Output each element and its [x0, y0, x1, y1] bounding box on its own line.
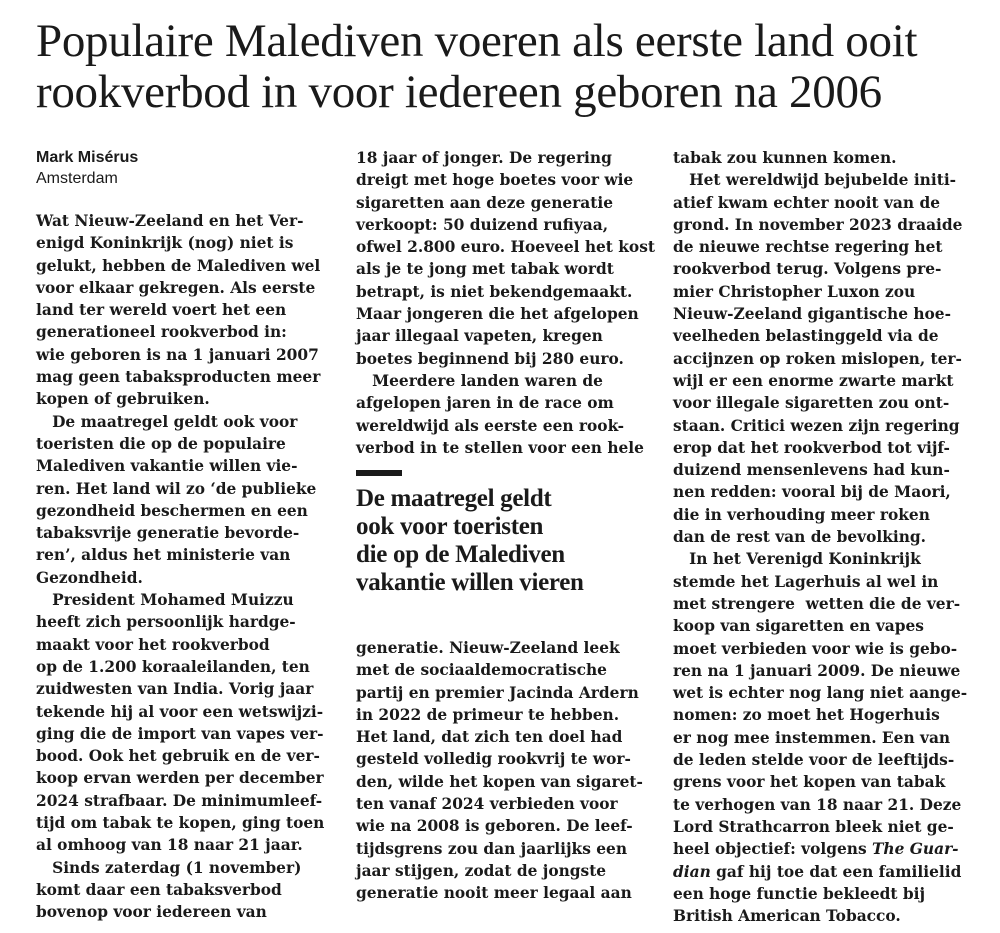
text-line: toeristen die op de populaire [36, 434, 286, 453]
text-line: gesteld volledig rookvrij te wor- [356, 750, 631, 769]
text-line: nen redden: vooral bij de Maori, [673, 483, 951, 502]
text-line: dan de rest van de bevolking. [673, 528, 927, 547]
text-line: veelheden belastinggeld via de [673, 327, 939, 346]
text-line: rookverbod terug. Volgens pre- [673, 260, 942, 279]
text-line: bood. Ook het gebruik en de ver- [36, 747, 320, 766]
text-line: jaar stijgen, zodat de jongste [356, 861, 607, 880]
text-line: Het land, dat zich ten doel had [356, 728, 623, 747]
text-line: ofwel 2.800 euro. Hoeveel het kost [356, 238, 655, 257]
pull-quote [356, 485, 656, 597]
text-line: koop ervan werden per december [36, 769, 324, 788]
text-line: verbod in te stellen voor een hele [356, 438, 644, 457]
text-line: tijdsgrens zou dan jaarlijks een [356, 839, 628, 858]
headline [36, 16, 986, 118]
headline-line: rookverbod in voor iedereen geboren na 2006 [36, 66, 882, 118]
text-line: wijl er een enorme zwarte markt [673, 371, 954, 390]
text-line: koop van sigaretten en vapes [673, 617, 924, 636]
text-line: zuidwesten van India. Vorig jaar [36, 680, 314, 699]
text-line: bovenop voor iedereen van [36, 903, 267, 922]
text-line: er nog mee instemmen. Een van [673, 728, 951, 747]
text-line: ren’, aldus het ministerie van [36, 546, 291, 565]
text-line: staan. Critici wezen zijn regering [673, 416, 960, 435]
text-line [673, 861, 993, 883]
text-line: erop dat het rookverbod tot vijf- [673, 438, 950, 457]
text-line: Meerdere landen waren de [356, 371, 603, 390]
text-line: President Mohamed Muizzu [36, 591, 294, 610]
text-line: ren na 1 januari 2009. De nieuwe [673, 661, 961, 680]
text-line: boetes beginnend bij 280 euro. [356, 349, 624, 368]
text-line: stemde het Lagerhuis al wel in [673, 572, 939, 591]
text-line: De maatregel geldt [356, 485, 552, 512]
text-line: betrapt, is niet bekendgemaakt. [356, 282, 633, 301]
text-line: duizend mensenlevens had kun- [673, 461, 950, 480]
text-line: sigaretten aan deze generatie [356, 193, 614, 212]
text-line: als je te jong met tabak wordt [356, 260, 614, 279]
pull-quote-rule [356, 470, 402, 476]
text-line: generatie. Nieuw-Zeeland leek [356, 639, 620, 657]
text-line: generationeel rookverbod in: [36, 323, 287, 342]
text-line: partij en premier Jacinda Ardern [356, 683, 639, 702]
text-line: Sinds zaterdag (1 november) [36, 858, 302, 877]
text-line: accijnzen op roken mislopen, ter- [673, 349, 962, 368]
text-line: Het wereldwijd bejubelde initi- [673, 171, 957, 190]
text-line: op de 1.200 koraaleilanden, ten [36, 657, 310, 676]
text-line: met de sociaaldemocratische [356, 661, 607, 680]
text-line: afgelopen jaren in de race om [356, 394, 614, 413]
text-line: Wat Nieuw-Zeeland en het Ver- [36, 212, 304, 230]
text-line: ren. Het land wil zo ‘de publieke [36, 479, 317, 498]
text-line: tabak zou kunnen komen. [673, 149, 897, 167]
text-line: wie na 2008 is geboren. De leef- [356, 817, 633, 836]
text-line: mag geen tabaksproducten meer [36, 368, 321, 387]
article-column-3 [673, 147, 993, 927]
text-line: voor elkaar gekregen. Als eerste [36, 278, 316, 297]
text-line: In het Verenigd Koninkrijk [673, 550, 921, 569]
text-line: De maatregel geldt ook voor [36, 412, 298, 431]
text-line: te verhogen van 18 naar 21. Deze [673, 795, 962, 814]
text-line: nomen: zo moet het Hogerhuis [673, 706, 940, 725]
text-line: wet is echter nog lang niet aange- [673, 684, 968, 703]
text-line: de leden stelde voor de leeftijds- [673, 751, 955, 770]
text-line: gezondheid beschermen en een [36, 501, 308, 520]
text-line: Lord Strathcarron bleek niet ge- [673, 817, 954, 836]
text-line: British American Tobacco. [673, 907, 901, 926]
text-line: kopen of gebruiken. [36, 390, 210, 409]
text-line: die op de Malediven [356, 541, 565, 568]
text-line: Nieuw-Zeeland gigantische hoe- [673, 305, 951, 324]
text-line: 18 jaar of jonger. De regering [356, 149, 612, 167]
article-column-2-bottom [356, 637, 656, 905]
text-line: voor illegale sigaretten zou ont- [673, 394, 950, 413]
text-line: een hoge functie bekleedt bij [673, 884, 926, 903]
text-line: ook voor toeristen [356, 513, 544, 540]
text-line: ten vanaf 2024 verbieden voor [356, 795, 618, 814]
text-line: atief kwam echter nooit van de [673, 193, 940, 212]
text-line: enigd Koninkrijk (nog) niet is [36, 234, 294, 253]
text-line: dreigt met hoge boetes voor wie [356, 171, 634, 190]
text-line: die in verhouding meer roken [673, 505, 930, 524]
text-line: jaar illegaal vapeten, kregen [356, 327, 603, 346]
text-line: de nieuwe rechtse regering het [673, 238, 943, 257]
headline-line: Populaire Malediven voeren als eerste land ooit [36, 15, 918, 67]
text-line [673, 838, 993, 860]
text-line: mier Christopher Luxon zou [673, 282, 916, 301]
text-fragment: gaf hij toe dat een familielid [710, 862, 962, 881]
text-line: Maar jongeren die het afgelopen [356, 305, 639, 324]
text-line: 2024 strafbaar. De minimumleef- [36, 791, 323, 810]
dateline-place: Amsterdam [36, 170, 118, 187]
byline [36, 147, 138, 189]
article-column-2-top [356, 147, 656, 459]
text-line: al omhoog van 18 naar 21 jaar. [36, 836, 303, 855]
article-column-1 [36, 210, 336, 924]
text-line: generatie nooit meer legaal aan [356, 884, 632, 903]
text-line: Gezondheid. [36, 568, 143, 587]
text-line: heeft zich persoonlijk hardge- [36, 613, 296, 632]
text-line: wereldwijd als eerste een rook- [356, 416, 624, 435]
text-line: Malediven vakantie willen vie- [36, 457, 298, 476]
text-line: met strengere wetten die de ver- [673, 594, 961, 613]
text-line: komt daar een tabaksverbod [36, 880, 282, 899]
publication-name: dian [673, 862, 711, 881]
text-line: den, wilde het kopen van sigaret- [356, 772, 643, 791]
text-line: in 2022 de primeur te hebben. [356, 705, 620, 724]
text-line: gelukt, hebben de Malediven wel [36, 256, 321, 275]
publication-name: The Guar- [871, 840, 959, 859]
text-line: land ter wereld voert het een [36, 301, 287, 320]
text-line: grond. In november 2023 draaide [673, 215, 963, 234]
text-line: vakantie willen vieren [356, 569, 584, 596]
text-line: wie geboren is na 1 januari 2007 [36, 345, 319, 364]
text-line: grens voor het kopen van tabak [673, 773, 946, 792]
text-fragment: heel objectief: volgens [673, 840, 872, 859]
text-line: tijd om tabak te kopen, ging toen [36, 814, 325, 833]
author-name: Mark Misérus [36, 149, 139, 166]
text-line: maakt voor het rookverbod [36, 635, 270, 654]
text-line: tekende hij al voor een wetswijzi- [36, 702, 324, 721]
text-line: verkoopt: 50 duizend rufiyaa, [356, 215, 609, 234]
text-line: ging die de import van vapes ver- [36, 724, 324, 743]
text-line: tabaksvrije generatie bevorde- [36, 524, 300, 543]
text-line: moet verbieden voor wie is gebo- [673, 639, 958, 658]
